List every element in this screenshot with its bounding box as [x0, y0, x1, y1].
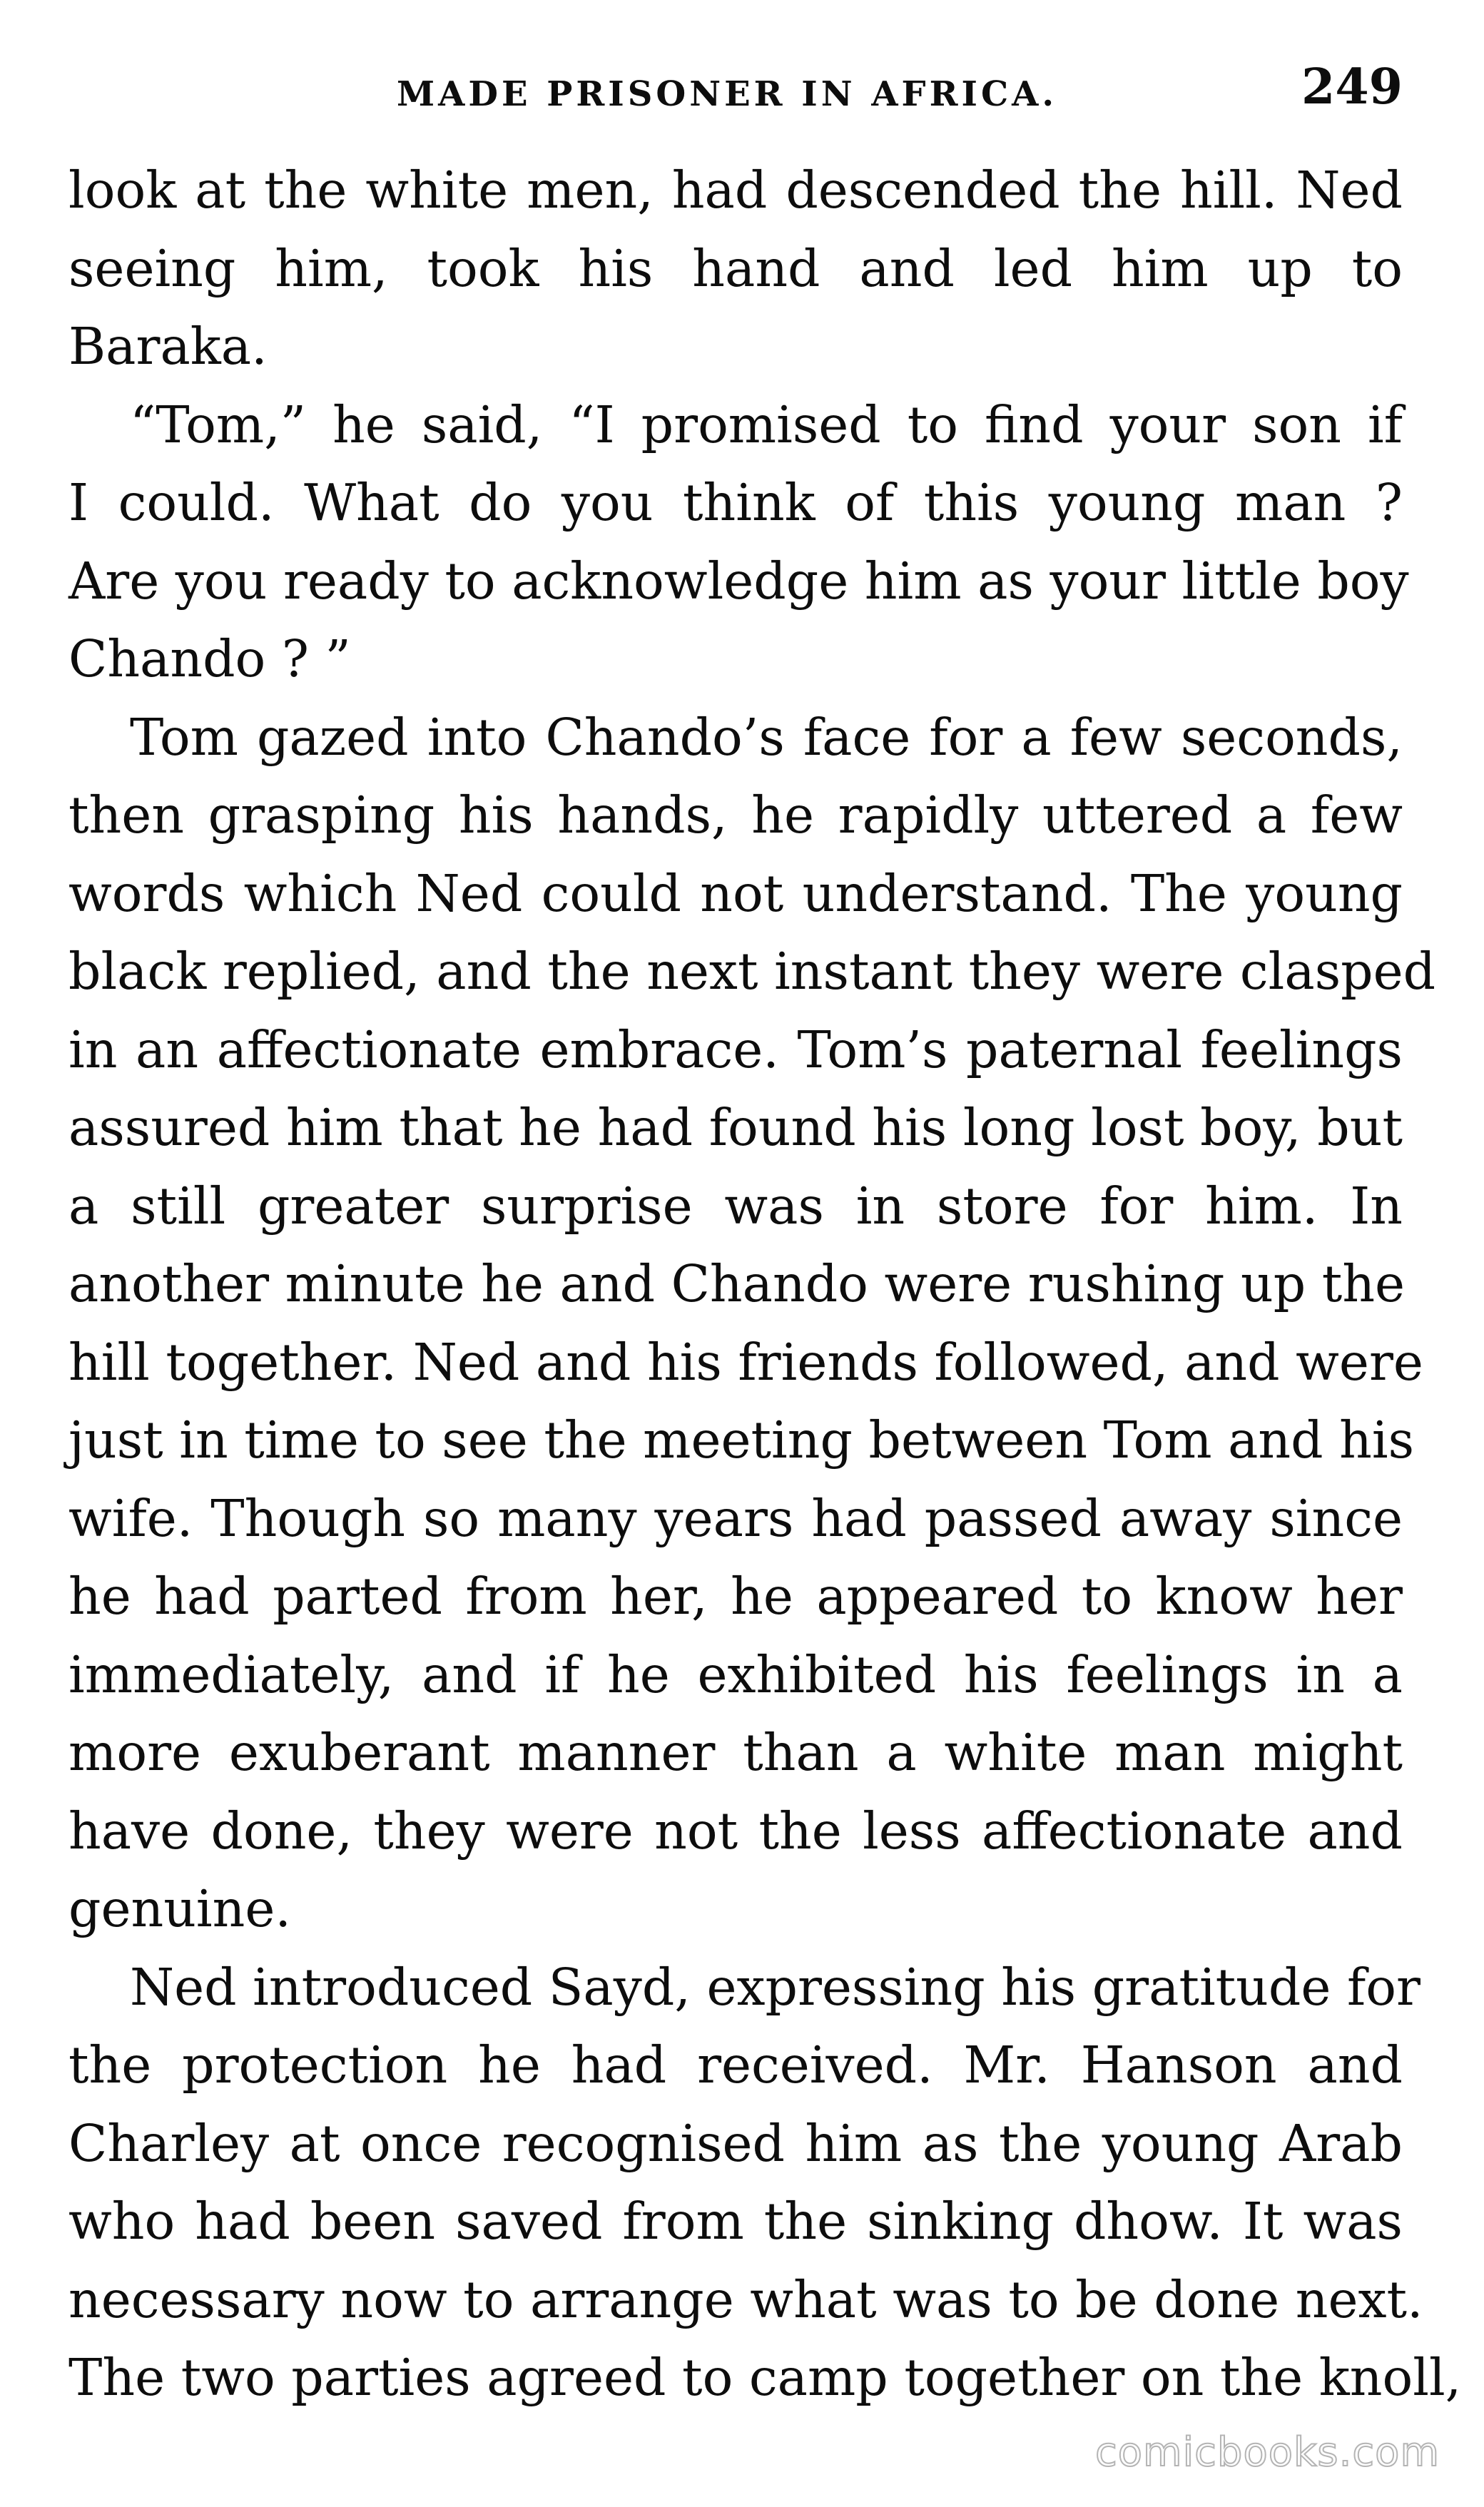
- text-line: assured him that he had found his long lost boy, but: [68, 1098, 1403, 1157]
- text-line: “Tom,” he said, “I promised to find your son if: [130, 395, 1403, 454]
- text-line: then grasping his hands, he rapidly uttered a few: [68, 785, 1403, 845]
- text-line: Baraka.: [68, 317, 268, 376]
- running-head: MADE PRISONER IN AFRICA.: [397, 74, 1058, 114]
- text-line: in an affectionate embrace. Tom’s paternal feelings: [68, 1019, 1403, 1079]
- text-line: hill together. Ned and his friends followed, and were: [68, 1332, 1423, 1392]
- text-line: have done, they were not the less affectionate and: [68, 1801, 1403, 1861]
- text-line: Tom gazed into Chando’s face for a few seconds,: [130, 707, 1403, 767]
- text-line: look at the white men, had descended the hill. Ned: [68, 161, 1403, 220]
- text-line: just in time to see the meeting between Tom and his: [68, 1410, 1415, 1470]
- text-line: Are you ready to acknowledge him as your little boy: [68, 551, 1409, 611]
- text-line: genuine.: [68, 1879, 291, 1938]
- text-line: Ned introduced Sayd, expressing his gratitude for: [130, 1957, 1421, 2017]
- text-line: another minute he and Chando were rushing up the: [68, 1254, 1406, 1313]
- text-line: Chando ? ”: [68, 629, 351, 688]
- body-text: [68, 151, 1462, 2417]
- text-line: more exuberant manner than a white man might: [68, 1723, 1403, 1782]
- text-line: who had been saved from the sinking dhow. It was: [68, 2192, 1403, 2251]
- text-line: the protection he had received. Mr. Hanson and: [68, 2035, 1403, 2095]
- page-header: [68, 49, 1403, 127]
- text-line: a still greater surprise was in store for him. In: [68, 1176, 1403, 1236]
- text-line: wife. Though so many years had passed away since: [68, 1488, 1403, 1548]
- text-line: Charley at once recognised him as the young Arab: [68, 2113, 1403, 2173]
- text-line: black replied, and the next instant they were clasped: [68, 942, 1436, 1001]
- text-line: I could. What do you think of this young man ?: [68, 473, 1403, 532]
- text-line: he had parted from her, he appeared to know her: [68, 1567, 1403, 1626]
- text-line: The two parties agreed to camp together on the knoll,: [68, 2348, 1462, 2407]
- text-line: words which Ned could not understand. The young: [68, 863, 1403, 923]
- text-line: immediately, and if he exhibited his feelings in a: [68, 1644, 1403, 1704]
- watermark: comicbooks.com: [1094, 2429, 1440, 2476]
- page-number: 249: [1301, 59, 1403, 116]
- text-line: necessary now to arrange what was to be done next.: [68, 2269, 1423, 2329]
- text-line: seeing him, took his hand and led him up to: [68, 238, 1403, 298]
